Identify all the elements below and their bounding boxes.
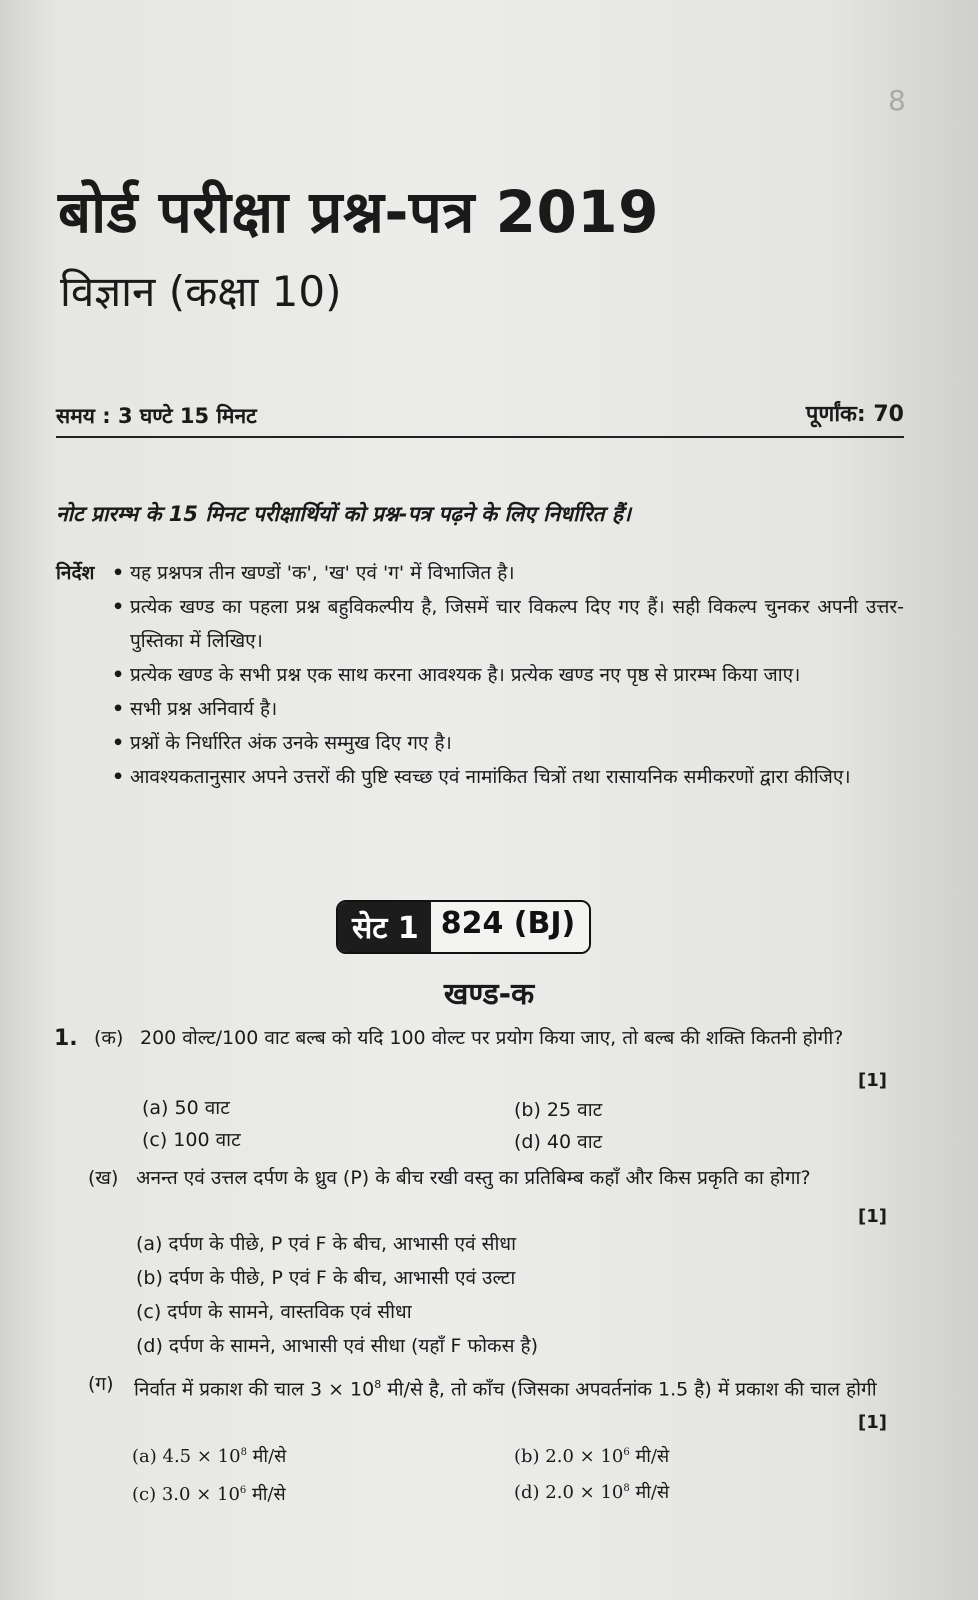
instruction-item: • प्रत्येक खण्ड का पहला प्रश्न बहुविकल्पीय है, जिसमें चार विकल्प दिए गए हैं। सही विकल्प चुनकर अपनी उत्तर-पुस्तिका में लिखिए।	[112, 590, 904, 658]
part-label: (क)	[94, 1027, 124, 1049]
instruction-item: • यह प्रश्नपत्र तीन खण्डों 'क', 'ख' एवं 'ग' में विभाजित है।	[112, 556, 904, 590]
option-d: (d) 40 वाट	[514, 1131, 603, 1153]
exam-meta	[56, 398, 904, 438]
question-number: 1.	[54, 1026, 78, 1051]
question-text	[134, 1368, 884, 1406]
page-subtitle: विज्ञान (कक्षा 10)	[60, 267, 342, 316]
option-pre: (b) 2.0 × 10	[514, 1446, 624, 1467]
option-c	[132, 1474, 286, 1511]
option-b	[514, 1436, 669, 1473]
exponent: 6	[623, 1447, 630, 1458]
instruction-item: • प्रत्येक खण्ड के सभी प्रश्न एक साथ करना आवश्यक है। प्रत्येक खण्ड नए पृष्ठ से प्रारम्भ किया जाए।	[112, 658, 904, 692]
exponent: 8	[623, 1483, 630, 1494]
instructions-heading: निर्देश	[56, 562, 95, 584]
option-pre: (d) 2.0 × 10	[514, 1482, 624, 1503]
question-text: अनन्त एवं उत्तल दर्पण के ध्रुव (P) के बीच रखी वस्तु का प्रतिबिम्ब कहाँ और किस प्रकृति का होगा?	[136, 1167, 811, 1189]
instructions-list	[112, 556, 904, 794]
question-1	[0, 1022, 978, 1582]
option-c: (c) 100 वाट	[142, 1129, 241, 1151]
option-d	[514, 1472, 669, 1509]
section-title: खण्ड-क	[443, 977, 535, 1012]
option-post: मी/से	[246, 1484, 286, 1505]
exponent: 8	[240, 1447, 247, 1458]
set-badge	[336, 900, 591, 954]
option-a: (a) दर्पण के पीछे, P एवं F के बीच, आभासी एवं सीधा	[136, 1233, 517, 1255]
instruction-item: • सभी प्रश्न अनिवार्य है।	[112, 692, 904, 726]
part-label: (ग)	[88, 1373, 114, 1395]
instruction-item: • आवश्यकतानुसार अपने उत्तरों की पुष्टि स्वच्छ एवं नामांकित चित्रों तथा रासायनिक समीकरणों द्वारा कीजिए।	[112, 760, 904, 794]
marks-badge: [1]	[858, 1412, 887, 1433]
question-text-rest: मी/से है, तो काँच (जिसका अपवर्तनांक 1.5 है) में प्रकाश की चाल होगी	[381, 1378, 877, 1401]
option-c: (c) दर्पण के सामने, वास्तविक एवं सीधा	[136, 1301, 412, 1323]
option-pre: (c) 3.0 × 10	[132, 1484, 240, 1505]
part-label: (ख)	[88, 1167, 119, 1189]
marks-badge: [1]	[858, 1070, 887, 1091]
set-label: सेट 1	[338, 902, 431, 952]
option-a	[132, 1436, 286, 1473]
option-post: मी/से	[246, 1446, 287, 1467]
question-text-main: निर्वात में प्रकाश की चाल 3 × 10	[134, 1378, 375, 1401]
instruction-item: • प्रश्नों के निर्धारित अंक उनके सम्मुख दिए गए है।	[112, 726, 904, 760]
option-b: (b) 25 वाट	[514, 1099, 603, 1121]
option-a: (a) 50 वाट	[142, 1097, 230, 1119]
option-pre: (a) 4.5 × 10	[132, 1446, 241, 1467]
max-marks: पूर्णांक: 70	[805, 402, 904, 427]
option-b: (b) दर्पण के पीछे, P एवं F के बीच, आभासी एवं उल्टा	[136, 1267, 516, 1289]
marks-badge: [1]	[858, 1206, 887, 1227]
option-post: मी/से	[629, 1482, 670, 1503]
option-d: (d) दर्पण के सामने, आभासी एवं सीधा (यहाँ F फोकस है)	[136, 1335, 538, 1357]
set-code: 824 (BJ)	[431, 902, 590, 952]
note: नोट प्रारम्भ के 15 मिनट परीक्षार्थियों को प्रश्न-पत्र पढ़ने के लिए निर्धारित हैं।	[56, 502, 631, 526]
exam-time: समय : 3 घण्टे 15 मिनट	[56, 404, 257, 428]
exponent: 6	[239, 1485, 247, 1496]
page-number: 8	[888, 84, 906, 117]
question-text: 200 वोल्ट/100 वाट बल्ब को यदि 100 वोल्ट पर प्रयोग किया जाए, तो बल्ब की शक्ति कितनी होगी?	[140, 1027, 844, 1049]
page-title: बोर्ड परीक्षा प्रश्न-पत्र 2019	[58, 178, 660, 246]
exponent: 8	[374, 1378, 382, 1391]
option-post: मी/से	[629, 1446, 670, 1467]
